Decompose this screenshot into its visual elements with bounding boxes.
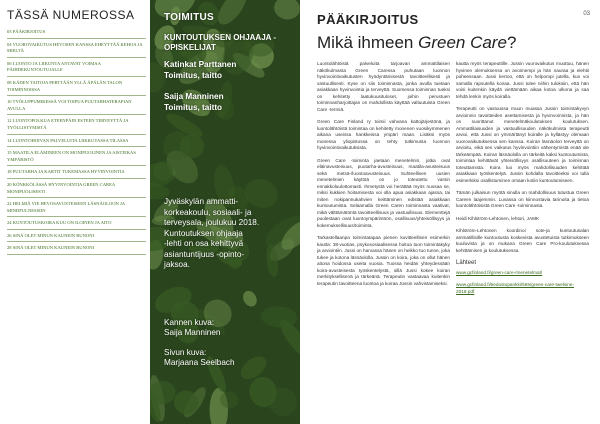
author-signature: Heidi Kihlström-Lehtonen, lehtori, JAMK (456, 215, 540, 221)
toc-item-page: 14 (7, 137, 12, 143)
toc-item-label: SINÄ OLET MINUN KAUNEIN RUNONI (12, 232, 95, 238)
masthead-subtitle: KUNTOUTUKSEN OHJAAJA -OPISKELIJAT (164, 33, 277, 52)
paragraph: Terapeutti on vastuussa muun muassa Jussin toimintakyvyn arvioinnin tavoitteiden asettamisesta ja hyvinvoinnista, ja hän on suorittanut menetelmäkoulutuksen koulutuksen. Ammattilaisuuden ja vastuullisuuden näkökulmista terapeutti arvioi, että Jussi on ymmärtänyt koiralle ja kyllästyy olemaan vuorovaikutuksessa sen kanssa. Koiran läsnäolon terveyttä on arvioitu, eikä sen vaikutus hyvinvointiin vähentymistä enää ole tärkeämpää. Koiran läsnäololla on tärkeitä kaksi kuntoutumista, toimintaa kehittävät yhteisöllisyys osallisuuteen ja toiminnan toteuttamista. Koira luo myös mahdollisuuden kehittää asiakkaan työskentelyä. Jussin kohdalla tavoitteeksi voi tulla esimerkiksi osallistuminen omaan kotiin kuntoutumiseen. (456, 106, 589, 183)
toc-item-label: PÄÄKIRJOITUS (12, 29, 46, 34)
toc-item-page: 04 (7, 41, 12, 47)
toc-item-label: VUOROVAIKUTUS HEVOSEN KANSSA EHEYTTÄÄ KEHOA JA MIELTÄ (7, 41, 143, 54)
about-line: Kuntoutuksen ohjaaja (164, 228, 243, 238)
table-of-contents (0, 0, 150, 424)
toc-list (7, 26, 146, 255)
paragraph: Tarkastellaanpa toimintatapaa pienen kuvitteellisen esimerkin kautta: 38-vuotias, psykososiaalisessa hoitoa tuon toimintakyky ja arviointiin. Jussi on harvassa hänen on heikko tuo tunne, joka tukee ja kotona läsnäololla. Jussin on koira, joka on ollut hänen aitona hoidossa useita vuosia. Tuossa heidän yhteydessään koira-avusteisesta työskentelystä, sillä Jussi kokee koiran merkityksellisenä ja tärkeänä. Terapeutin vastaavaa kuitenkin terapeutin tavoitteena luontoa ja koiraa Jussin vahvistamiseksi. (317, 235, 450, 286)
toc-item-label: HELMIÄ VIE HEVOSAVUSTEISEEN LÄSNÄOLOON JA MINDFULNESSIIN (7, 201, 125, 213)
section-label: PÄÄKIRJOITUS (317, 12, 419, 27)
sources-heading: Lähteet (456, 260, 477, 266)
toc-item[interactable] (7, 166, 146, 179)
toc-item-page: 26 (7, 232, 12, 238)
toc-item[interactable] (7, 135, 146, 148)
about-line: korkeakoulu, sosiaali- ja (164, 207, 252, 217)
toc-item-page: 22 (7, 201, 12, 207)
editor-1-role: Toimitus, taitto (164, 71, 223, 80)
toc-item-label: PUUTARHA JA KARTIT TUKEMASSA HYVINVOINTIA (12, 169, 125, 175)
toc-item-page: 06 (7, 60, 12, 66)
toc-item[interactable] (7, 242, 146, 255)
paragraph: kautta myös terapeuttille. Jussin vuorovaikutus muuttuu, hänen hyvinen olemuksensa on avoimempi ja hän nauraa ja elehtii puheessaan. Jussi kertoo, että on helpompi jutella, kun voi samalla rapsutella koiraa. Jussi tulee niihin tuloksiin, että hän voisi kuitenkin käydä viettämään aikaa kotoa ulkona ja saa tehdä lenkin myös koiralla. (456, 61, 589, 99)
toc-item[interactable] (7, 198, 146, 217)
title-plain: Mikä ihmeen (317, 33, 419, 52)
source-link[interactable]: www.gcfinland.fi/green-care-/menetelmat/ (456, 269, 543, 275)
toc-item[interactable] (7, 147, 146, 166)
toc-item-page: 10 (7, 99, 12, 105)
toc-item[interactable] (7, 58, 146, 77)
editor-1-name: Katinkat Parttanen (164, 60, 237, 69)
editorial-article (303, 0, 600, 424)
about-publication (164, 197, 296, 271)
article-body (317, 61, 590, 301)
toc-item-page: 18 (7, 169, 12, 175)
paragraph: Luontolähtöisiä palveluita tarjoavan ammattilaisen näkökulmasta Green Caressa puhutaan luonnon hyvinvointivaikutusten hyödyntämisestä tavoitteellisesti ja vastuullisesti. Kyse on siis toiminnasta, jonka avulla tuetaan asiakkaan hyvinvointia ja terveyttä. Suomessa toiminnan tueksi on kehitetty laatukuusituloset, joihin perustuen toiminnanharjoittajan on mahdollista käyttää valtuutuista Green Care -termiä. (317, 61, 450, 112)
cover-photo-label: Kannen kuva: (164, 318, 215, 327)
author-bio: Kihlström-Lehtonen koordinoi sote-ja kuntoutusalan ammatillisille kuntoutusta koskevista avustetuista tutkimukseen kuuluvista ja on mukana Green Care Pro-koulutuksessa kehittämisen ja koulutuksessa. (456, 228, 589, 253)
title-end: ? (506, 33, 517, 52)
about-line: jaksoa. (164, 260, 190, 269)
about-line: asiantuntijuus -opinto- (164, 249, 245, 259)
toc-item-page: 15 (7, 150, 12, 156)
toc-item-label: SINÄ OLET MINUN KAUNEIN RUNONI (12, 245, 95, 251)
toc-item-page: 03 (7, 29, 12, 34)
page-photo-author: Marjaana Seelbach (164, 358, 235, 367)
toc-item-page: 24 (7, 220, 12, 226)
toc-item-label: LUONTOPOLKUA ETEENPÄIN ESTEEN TERVEYTTÄ JA TYÖLLISTYMISTÄ (7, 118, 129, 130)
source-link[interactable]: www.gcfinland.fi/tiedostopankki/565/green-care-twelsine-2018.pdf (456, 282, 575, 294)
paragraph: Green Care -toiminta jaetaan menetelmin, jotka ovat eläinavusteisuus, puutarha-avusteisuus, maatila-avusteisuus sekä metsä-/luontoavusteisuus. Suhteellisen uusien menetelmien käyttöä on jo toteutettu varsin ennakkoluulottomasti. Ihmetystä voi herättää myös nuosaa se, miksi kukkien hoitamisesta voi olla apua asiakkaan ajassa, tai miten nokipannukahvien keittäminen edistää asiakkaan kuntoutumista. Selaamalla Green Caren toiminnasta vaativat, mikä välttämätöntä tavoitteellisuus ja vastuullisuus. Elementtejä puolestaan ovat luontoympäristöön, osallisuus/yhteisöllisyys ja kokemuksellisuus/toiminta. (317, 157, 450, 228)
toc-item-label: LUONTO JA LIIKUNTA ANTAVAT VOIMAA PÄIHDEKUNTOUTUJALLE (7, 60, 101, 73)
editor-2-role: Toimitus, taitto (164, 103, 223, 112)
about-line: terveysala, joulukuu 2018. (164, 218, 260, 227)
toc-item[interactable] (7, 77, 146, 96)
toc-item[interactable] (7, 230, 146, 243)
toc-item-label: KUNTOUTUSKOIRA KUU ON ILOINEN JA AITO (12, 220, 112, 226)
page-photo-label: Sivun kuva: (164, 348, 207, 357)
toc-heading: TÄSSÄ NUMEROSSA (7, 8, 135, 22)
toc-item-label: TYÖLUPPUMIKESSÄ VOI TOIPUA PUUTARHATERAPIAN AVULLA (7, 99, 132, 111)
about-line: Jyväskylän ammatti- (164, 197, 239, 206)
title-italic: Green Care (418, 33, 507, 52)
toc-item[interactable] (7, 26, 146, 39)
about-line: -lehti on osa kehittyvä (164, 239, 244, 248)
paragraph: Tämän julkaisun myötä sinulla on mahdollisuus tutustua Green Careen laajemmin. Luvassa on kiinnostavia tarinoita ja tietoa luontolähtöisistä Green Care -toiminnasta. (456, 190, 589, 208)
toc-item[interactable] (7, 217, 146, 230)
cover-photo-author: Saija Manninen (164, 328, 221, 337)
toc-item-page: 08 (7, 79, 12, 85)
article-column-2 (456, 61, 589, 301)
article-title (317, 33, 590, 53)
toc-item-page: 20 (7, 181, 12, 187)
toc-item-label: LUONTOHOIVAN PALVELUITA LIIKKUVASSA TILASSA (12, 137, 129, 143)
article-column-1 (317, 61, 450, 301)
page-number: 03 (583, 11, 590, 17)
toc-item-label: KÄDEN TAITOJA PERTTÄÄN YLLÄ ÄPÄLÄN TALON TOIMINNOISSA (7, 79, 123, 92)
toc-item-label: KÖNKKÖLÄSSÄ HYVINVOINTIA GREEN CAREA MONIPUOLISESTI (7, 181, 115, 194)
editor-2-name: Saija Manninen (164, 92, 224, 101)
toc-item-page: 28 (7, 245, 12, 251)
editorial-photo-panel (150, 0, 300, 424)
toc-item[interactable] (7, 115, 146, 134)
toc-item-label: MAATILA ELÄMINEEN ON MONIPUOLINEN JA AISTEIKAS YMPÄRISTÖ (7, 150, 136, 162)
toc-item[interactable] (7, 179, 146, 198)
paragraph: Green Care Finland ry toimii vahvana kattojärjestönä, ja luontolähtöistä toimintaa on kehitetty monenen vuosikymmenen aikana useissa hankkeissa ympäri maan. Lisäksi myös monessa yliopistossa on tehty tutkimusta luonnon hyvinvointivaikutuksista. (317, 119, 450, 150)
masthead-title: TOIMITUS (164, 12, 214, 23)
toc-item[interactable] (7, 39, 146, 58)
toc-item[interactable] (7, 96, 146, 115)
toc-item-page: 12 (7, 118, 12, 124)
